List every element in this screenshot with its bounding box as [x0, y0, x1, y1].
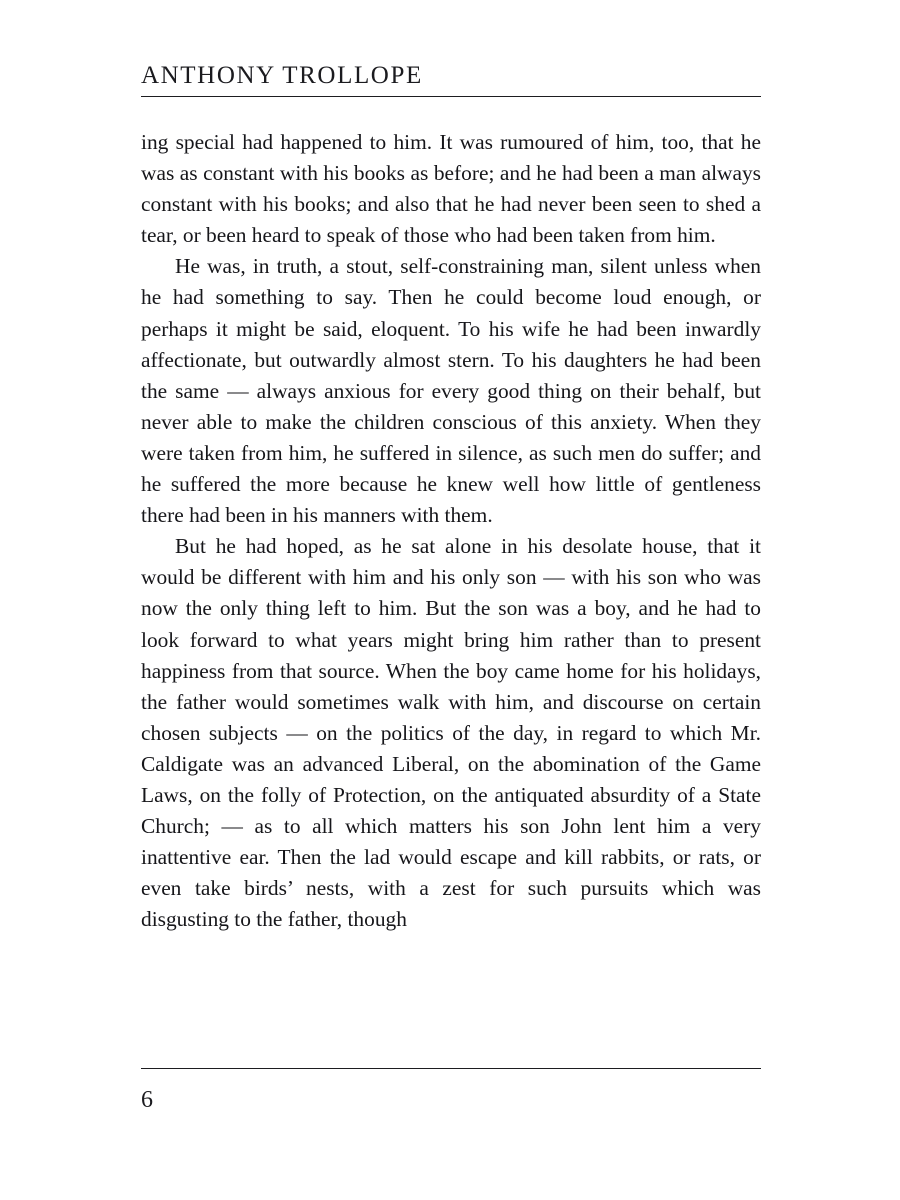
- running-head: ANTHONY TROLLOPE: [141, 62, 423, 89]
- body-text: [141, 127, 761, 935]
- page-content: [141, 62, 761, 935]
- paragraph: He was, in truth, a stout, self-constraining man, silent unless when he had something to say. Then he could become loud enough, or perhaps it might be said, eloquent. To his wife he had been inwardly affectionate, but outwardly almost stern. To his daughters he had been the same — always anxious for every good thing on their behalf, but never able to make the children conscious of this anxiety. When they were taken from him, he suffered in silence, as such men do suffer; and he suffered the more because he knew well how little of gentleness there had been in his manners with them.: [141, 254, 761, 528]
- footer-rule: [141, 1068, 761, 1069]
- paragraph: But he had hoped, as he sat alone in his desolate house, that it would be different with him and his only son — with his son who was now the only thing left to him. But the son was a boy, and he had to look forward to what years might bring him rather than to present happiness from that source. When the boy came home for his holidays, the father would sometimes walk with him, and discourse on certain chosen subjects — on the politics of the day, in regard to which Mr. Caldigate was an advanced Liberal, on the abomination of the Game Laws, on the folly of Protection, on the antiquated absurdity of a State Church; — as to all which matters his son John lent him a very inattentive ear. Then the lad would escape and kill rabbits, or rats, or even take birds’ nests, with a zest for such pursuits which was disgusting to the father, though: [141, 534, 761, 932]
- page-footer: [141, 1068, 761, 1114]
- header-rule: [141, 96, 761, 97]
- page-number: 6: [141, 1087, 154, 1113]
- paragraph: ing special had happened to him. It was rumoured of him, too, that he was as constant with his books as before; and he had been a man always constant with his books; and also that he had never been seen to shed a tear, or been heard to speak of those who had been taken from him.: [141, 130, 761, 248]
